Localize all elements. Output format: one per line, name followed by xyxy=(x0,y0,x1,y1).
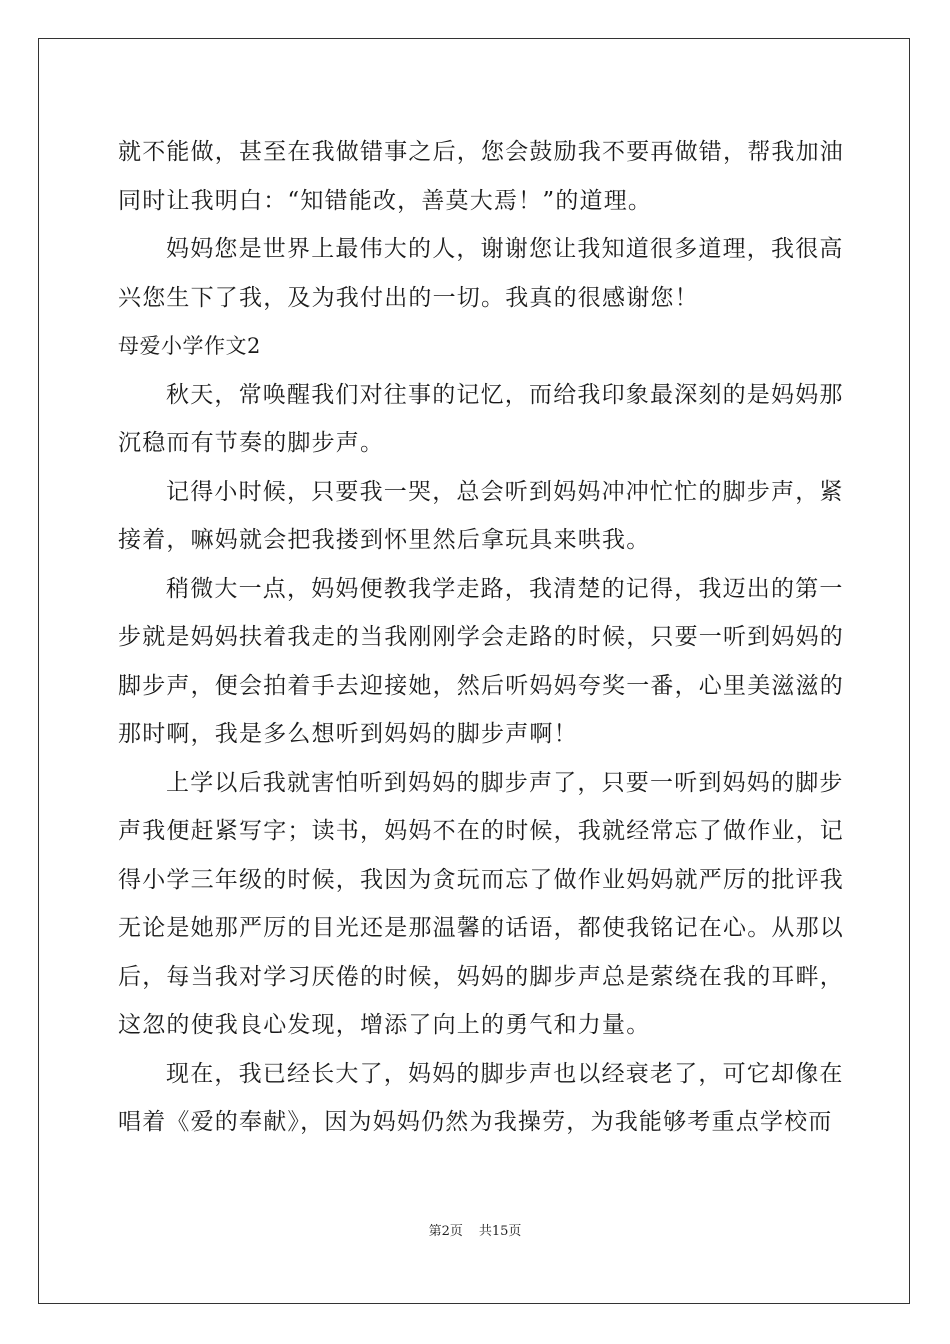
text-line: 后，每当我对学习厌倦的时候，妈妈的脚步声总是萦绕在我的耳畔， xyxy=(118,963,844,990)
text-line: 记得小时候，只要我一哭，总会听到妈妈冲冲忙忙的脚步声，紧 xyxy=(166,478,844,505)
text-line: 唱着《爱的奉献》，因为妈妈仍然为我操劳，为我能够考重点学校而 xyxy=(118,1109,833,1135)
section-heading: 母爱小学作文2 xyxy=(118,334,261,358)
document-body xyxy=(118,128,844,1147)
text-line: 兴您生下了我，及为我付出的一切。我真的很感谢您！ xyxy=(118,284,699,311)
text-line: 得小学三年级的时候，我因为贪玩而忘了做作业妈妈就严厉的批评我 xyxy=(118,866,844,893)
page-footer xyxy=(0,1220,950,1239)
text-line: 上学以后我就害怕听到妈妈的脚步声了，只要一听到妈妈的脚步 xyxy=(166,769,844,796)
text-line: 沉稳而有节奏的脚步声。 xyxy=(118,430,385,456)
text-line: 接着，嘛妈就会把我搂到怀里然后拿玩具来哄我。 xyxy=(118,527,651,553)
text-line: 那时啊，我是多么想听到妈妈的脚步声啊！ xyxy=(118,721,578,747)
text-line: 秋天，常唤醒我们对往事的记忆，而给我印象最深刻的是妈妈那 xyxy=(166,381,844,408)
page-number: 第2页 xyxy=(428,1224,463,1239)
text-line: 这忽的使我良心发现，增添了向上的勇气和力量。 xyxy=(118,1012,651,1038)
text-line: 同时让我明白：“知错能改，善莫大焉！”的道理。 xyxy=(118,187,653,214)
page-total: 共15页 xyxy=(478,1224,522,1239)
text-line: 妈妈您是世界上最伟大的人，谢谢您让我知道很多道理，我很高 xyxy=(166,236,844,262)
text-line: 无论是她那严厉的目光还是那温馨的话语，都使我铭记在心。从那以 xyxy=(118,915,844,941)
text-line: 声我便赶紧写字；读书，妈妈不在的时候，我就经常忘了做作业，记 xyxy=(118,818,844,844)
text-line: 现在，我已经长大了，妈妈的脚步声也以经衰老了，可它却像在 xyxy=(166,1060,844,1087)
text-line: 就不能做，甚至在我做错事之后，您会鼓励我不要再做错，帮我加油 xyxy=(118,139,844,165)
text-line: 步就是妈妈扶着我走的当我刚刚学会走路的时候，只要一听到妈妈的 xyxy=(118,624,844,650)
text-line: 稍微大一点，妈妈便教我学走路，我清楚的记得，我迈出的第一 xyxy=(166,575,844,602)
text-line: 脚步声，便会拍着手去迎接她，然后听妈妈夸奖一番，心里美滋滋的 xyxy=(118,672,844,699)
